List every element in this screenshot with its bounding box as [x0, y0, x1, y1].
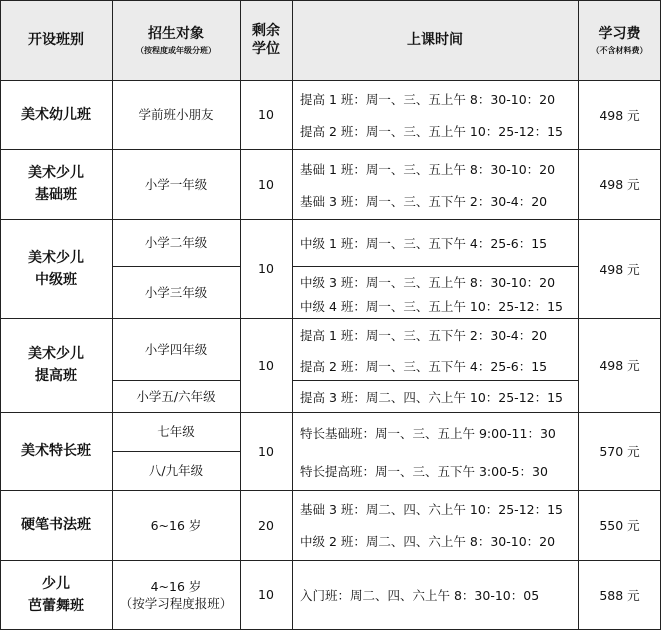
- schedule-line: 基础 1 班：周一、三、五上午 8：30-10：20: [300, 162, 556, 177]
- column-divider: [240, 0, 241, 630]
- target-group-text: 小学一年级: [144, 176, 208, 192]
- header-class-label: 开设班别: [28, 32, 84, 48]
- seats-remaining: [240, 80, 292, 149]
- class-name-text: 美术少儿 提高班: [28, 346, 84, 384]
- class-name: [0, 412, 112, 490]
- tuition-fee-text: 550 元: [599, 518, 640, 533]
- header-target: [112, 0, 240, 80]
- schedule-line: 中级 1 班：周一、三、五下午 4：25-6：15: [300, 236, 548, 251]
- seats-remaining-text: 20: [258, 517, 274, 533]
- target-group: [112, 266, 240, 318]
- target-group: [112, 380, 240, 412]
- row-divider: [0, 80, 661, 81]
- schedule-line: 提高 1 班：周一、三、五上午 8：30-10：20: [300, 92, 556, 107]
- tuition-fee-text: 588 元: [599, 587, 640, 603]
- target-group: [112, 318, 240, 380]
- seats-remaining: [240, 149, 292, 219]
- schedule-line: 提高 3 班：周二、四、六上午 10：25-12：15: [300, 390, 564, 405]
- header-fee: [578, 0, 661, 80]
- schedule-line: 入门班：周二、四、六上午 8：30-10：05: [300, 588, 540, 603]
- schedule-line: 中级 4 班：周一、三、五上午 10：25-12：15: [300, 299, 564, 314]
- class-name: [0, 318, 112, 412]
- target-group-text: 6~16 岁: [150, 517, 202, 533]
- target-group-text: 小学三年级: [144, 284, 208, 300]
- schedule-line: 提高 2 班：周一、三、五上午 10：25-12：15: [300, 124, 564, 139]
- schedule-line: 提高 1 班：周一、三、五下午 2：30-4：20: [300, 328, 548, 343]
- tuition-fee: [578, 149, 661, 219]
- header-time-label: 上课时间: [407, 32, 463, 48]
- seats-remaining-text: 10: [258, 443, 274, 459]
- class-name-text: 硬笔书法班: [21, 517, 91, 533]
- class-name-text: 少儿 芭蕾舞班: [28, 575, 84, 614]
- row-divider: [0, 560, 661, 561]
- sub-row-divider: [112, 266, 240, 267]
- header-seats-label: 剩余 学位: [252, 23, 280, 57]
- header-seats: [240, 0, 292, 80]
- tuition-fee: [578, 318, 661, 412]
- seats-remaining: [240, 412, 292, 490]
- column-divider: [112, 0, 113, 630]
- seats-remaining: [240, 219, 292, 318]
- seats-remaining-text: 10: [258, 357, 274, 373]
- class-name: [0, 490, 112, 560]
- class-name-text: 美术特长班: [21, 443, 91, 459]
- table-border-left: [0, 0, 1, 630]
- target-group: [112, 451, 240, 490]
- schedule-line: 特长基础班：周一、三、五上午 9:00-11：30: [300, 426, 556, 441]
- table-border-top: [0, 0, 661, 1]
- row-divider: [0, 318, 661, 319]
- seats-remaining-text: 10: [258, 261, 274, 276]
- target-group: [112, 80, 240, 149]
- tuition-fee: [578, 412, 661, 490]
- header-target-note: （按程度或年级分班）: [136, 45, 216, 55]
- seats-remaining-text: 10: [258, 107, 274, 122]
- target-group: [112, 412, 240, 451]
- target-group-text: 小学二年级: [144, 235, 208, 250]
- seats-remaining: [240, 560, 292, 629]
- column-divider: [578, 0, 579, 630]
- class-name: [0, 560, 112, 629]
- target-group-text: 小学五/六年级: [136, 388, 216, 404]
- row-divider: [0, 219, 661, 220]
- class-name: [0, 219, 112, 318]
- tuition-fee-text: 498 元: [599, 261, 640, 277]
- target-group: [112, 219, 240, 266]
- tuition-fee: [578, 560, 661, 629]
- sub-row-divider: [112, 380, 240, 381]
- schedule-line: 基础 3 班：周一、三、五下午 2：30-4：20: [300, 194, 548, 209]
- header-target-label: 招生对象: [148, 25, 204, 42]
- header-time: [292, 0, 578, 80]
- row-divider: [0, 149, 661, 150]
- class-name: [0, 80, 112, 149]
- tuition-fee-text: 570 元: [599, 444, 640, 459]
- tuition-fee-text: 498 元: [599, 107, 640, 123]
- header-fee-note: （不含材料费）: [591, 45, 648, 55]
- class-name-text: 美术幼儿班: [21, 106, 91, 123]
- target-group: [112, 490, 240, 560]
- target-group: [112, 560, 240, 629]
- column-divider: [292, 0, 293, 630]
- seats-remaining-text: 10: [258, 587, 274, 602]
- schedule-line: 中级 2 班：周二、四、六上午 8：30-10：20: [300, 534, 556, 549]
- target-group-text: 4~16 岁 （按学习程度报班）: [119, 578, 233, 611]
- class-name-text: 美术少儿 中级班: [28, 249, 84, 288]
- header-class: [0, 0, 112, 80]
- class-name: [0, 149, 112, 219]
- seats-remaining: [240, 318, 292, 412]
- tuition-fee: [578, 80, 661, 149]
- schedule-line: 中级 3 班：周一、三、五上午 8：30-10：20: [300, 275, 556, 290]
- tuition-fee-text: 498 元: [599, 358, 640, 373]
- tuition-fee: [578, 490, 661, 560]
- schedule-line: 提高 2 班：周一、三、五下午 4：25-6：15: [300, 359, 548, 374]
- target-group-text: 学前班小朋友: [138, 107, 214, 122]
- seats-remaining: [240, 490, 292, 560]
- row-divider: [0, 490, 661, 491]
- sub-row-divider: [112, 451, 240, 452]
- row-divider: [0, 412, 661, 413]
- seats-remaining-text: 10: [258, 176, 274, 192]
- target-group-text: 七年级: [157, 424, 195, 439]
- tuition-fee-text: 498 元: [599, 177, 640, 192]
- target-group-text: 小学四年级: [144, 341, 208, 357]
- schedule-line: 基础 3 班：周二、四、六上午 10：25-12：15: [300, 502, 564, 517]
- target-group: [112, 149, 240, 219]
- schedule-line: 特长提高班：周一、三、五下午 3:00-5：30: [300, 464, 548, 479]
- sub-row-divider: [292, 380, 578, 381]
- tuition-fee: [578, 219, 661, 318]
- header-fee-label: 学习费: [598, 25, 641, 42]
- class-name-text: 美术少儿 基础班: [28, 165, 84, 203]
- target-group-text: 八/九年级: [148, 463, 204, 478]
- sub-row-divider: [292, 266, 578, 267]
